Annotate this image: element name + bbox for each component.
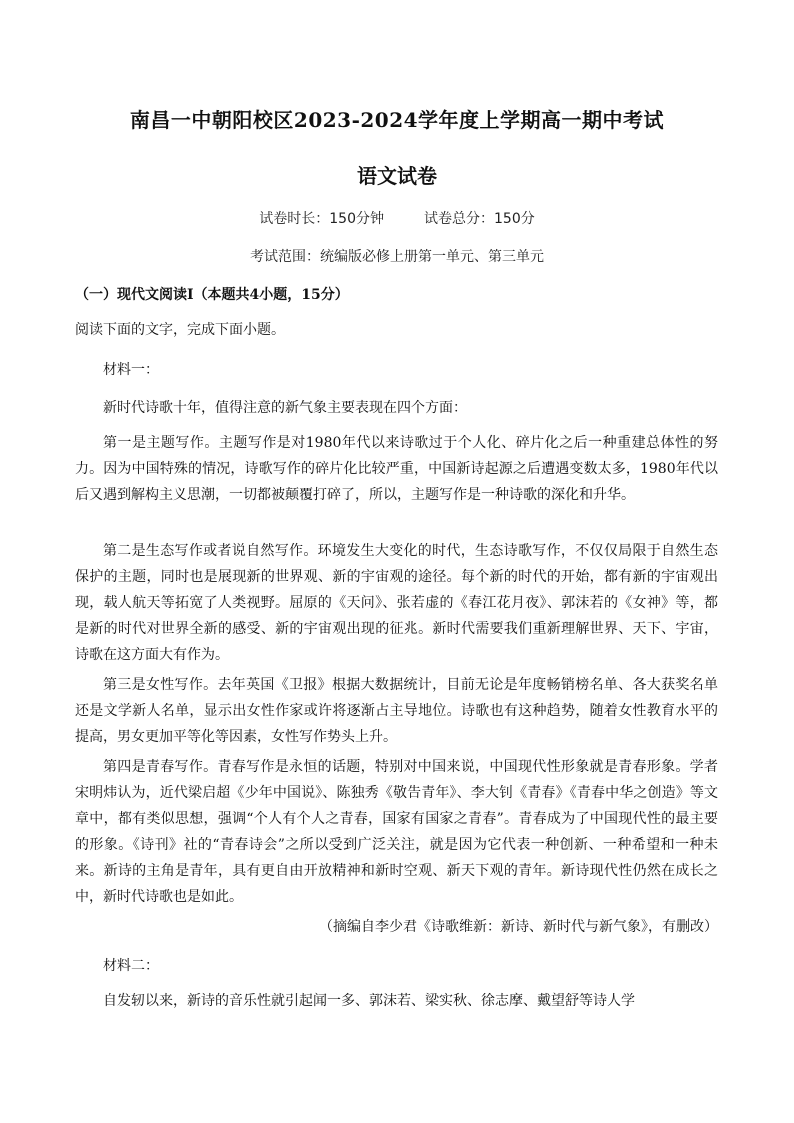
material-2-paragraph-1: 自发轫以来，新诗的音乐性就引起闻一多、郭沫若、梁实秋、徐志摩、戴望舒等诗人学 — [103, 993, 635, 1009]
exam-duration: 试卷时长：150分钟 — [259, 211, 384, 227]
material-1-paragraph-1: 第一是主题写作。主题写作是对1980年代以来诗歌过于个人化、碎片化之后一种重建总体性的努力。因为中国特殊的情况，诗歌写作的碎片化比较严重，中国新诗起源之后遭遇变数太多，1980年代以后又遇到解构主义思潮，一切都被颠覆打碎了，所以，主题写作是一种诗歌的深化和升华。 — [75, 435, 718, 503]
material-1-paragraph-3: 第三是女性写作。去年英国《卫报》根据大数据统计，目前无论是年度畅销榜名单、各大获奖名单还是文学新人名单，显示出女性作家或许将逐渐占主导地位。诗歌也有这种趋势，随着女性教育水平的提高，男女更加平等化等因素，女性写作势头上升。 — [75, 677, 718, 745]
section-heading: （一）现代文阅读Ⅰ（本题共4小题，15分） — [75, 287, 349, 303]
exam-title: 南昌一中朝阳校区2023-2024学年度上学期高一期中考试 — [129, 108, 665, 132]
exam-total-score: 试卷总分：150分 — [424, 211, 535, 227]
exam-scope: 考试范围：统编版必修上册第一单元、第三单元 — [250, 249, 544, 265]
exam-meta — [0, 208, 794, 228]
material-2-label: 材料二： — [103, 958, 159, 974]
material-1-paragraph-2: 第二是生态写作或者说自然写作。环境发生大变化的时代，生态诗歌写作，不仅仅局限于自然生态保护的主题，同时也是展现新的世界观、新的宇宙观的途径。每个新的时代的开始，都有新的宇宙观出现，载人航天等拓宽了人类视野。屈原的《天问》、张若虚的《春江花月夜》、郭沫若的《女神》等，都是新的时代对世界全新的感受、新的宇宙观出现的征兆。新时代需要我们重新理解世界、天下、宇宙，诗歌在这方面大有作为。 — [75, 543, 718, 663]
material-1-paragraph-4: 第四是青春写作。青春写作是永恒的话题，特别对中国来说，中国现代性形象就是青春形象。学者宋明炜认为，近代梁启超《少年中国说》、陈独秀《敬告青年》、李大钊《青春》《青春中华之创造》等文章中，都有类似思想，强调“个人有个人之青春，国家有国家之青春”。青春成为了中国现代性的最主要的形象。《诗刊》社的“青春诗会”之所以受到广泛关注，就是因为它代表一种创新、一种希望和一种未来。新诗的主角是青年，具有更自由开放精神和新时空观、新天下观的青年。新诗现代性仍然在成长之中，新时代诗歌也是如此。 — [75, 759, 718, 905]
material-1-intro: 新时代诗歌十年，值得注意的新气象主要表现在四个方面： — [103, 400, 467, 416]
material-1-source: （摘编自李少君《诗歌维新：新诗、新时代与新气象》，有删改） — [319, 919, 718, 935]
section-instruction: 阅读下面的文字，完成下面小题。 — [75, 322, 285, 338]
material-1-label: 材料一： — [103, 362, 159, 378]
exam-subtitle: 语文试卷 — [357, 164, 437, 188]
